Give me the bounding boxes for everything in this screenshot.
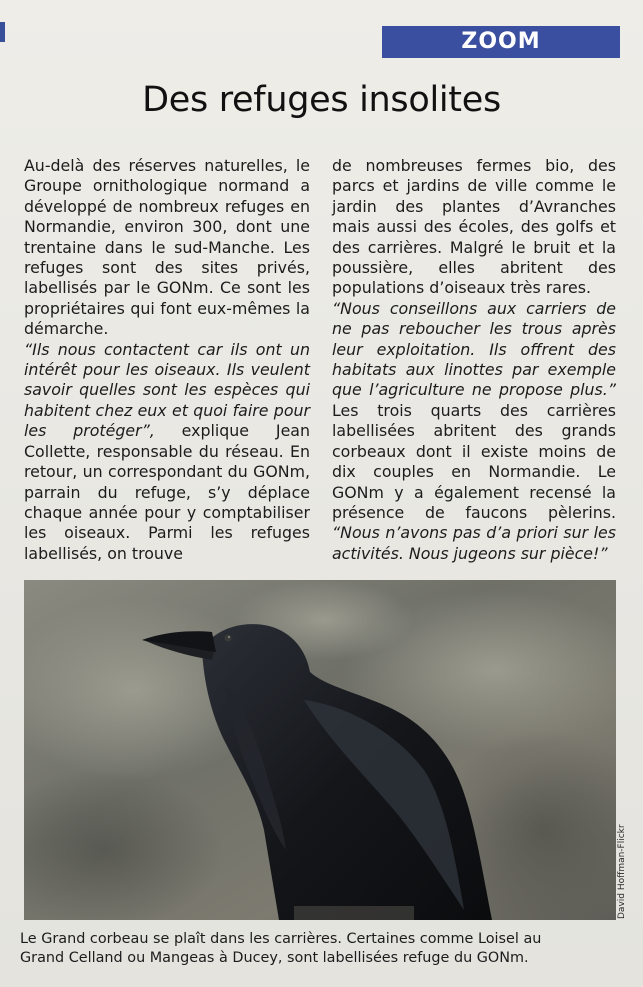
article-column-left	[24, 156, 310, 564]
body-text: explique Jean Collette, responsable du réseau. En retour, un correspondant du GONm, parrain du refuge, s’y déplace chaque année pour y comptabiliser les oiseaux. Parmi les refuges labellisés, on trouve	[24, 421, 310, 563]
raven-image	[24, 580, 616, 920]
photo-credit: David Hoffman-Flickr	[617, 824, 627, 919]
photo-caption	[20, 930, 620, 968]
body-text: de nombreuses fermes bio, des parcs et jardins de ville comme le jardin des plantes d’Avranches mais aussi des écoles, des golfs et des carrières. Malgré le bruit et la poussière, elles abritent des populations d’oiseaux très rares.	[332, 156, 616, 298]
quote-text: “Nous n’avons pas d’a priori sur les activités. Nous jugeons sur pièce!”	[332, 523, 616, 563]
raven-photo	[24, 580, 616, 920]
caption-line: Grand Celland ou Mangeas à Ducey, sont labellisées refuge du GONm.	[20, 950, 529, 966]
article-paragraph	[24, 156, 310, 340]
body-text: Les trois quarts des carrières labellisées abritent des grands corbeaux dont il existe moins de dix couples en Normandie. Le GONm y a également recensé la présence de faucons pèlerins.	[332, 400, 616, 522]
article-paragraph	[332, 299, 616, 564]
margin-color-mark	[0, 22, 5, 42]
headline: Des refuges insolites	[142, 80, 501, 120]
body-text: Au-delà des réserves naturelles, le Groupe ornithologique normand a développé de nombreux refuges en Normandie, environ 300, dont une trentaine dans le sud-Manche. Les refuges sont des sites privés, labellisés par le GONm. Ce sont les propriétaires qui font eux-mêmes la démarche.	[24, 156, 310, 339]
section-tag: ZOOM	[382, 26, 620, 58]
caption-line: Le Grand corbeau se plaît dans les carrières. Certaines comme Loisel au	[20, 931, 542, 947]
article-paragraph	[332, 156, 616, 299]
article-column-right	[332, 156, 616, 564]
quote-text: “Nous conseillons aux carriers de ne pas reboucher les trous après leur exploitation. Ils offrent des habitats aux linottes par exemple que l’agriculture ne propose plus.”	[332, 298, 616, 400]
quote-text: “Ils nous contactent car ils ont un intérêt pour les oiseaux. Ils veulent savoir quelles sont les espèces qui habitent chez eux et quoi faire pour les protéger”,	[24, 339, 310, 441]
article-paragraph	[24, 340, 310, 564]
